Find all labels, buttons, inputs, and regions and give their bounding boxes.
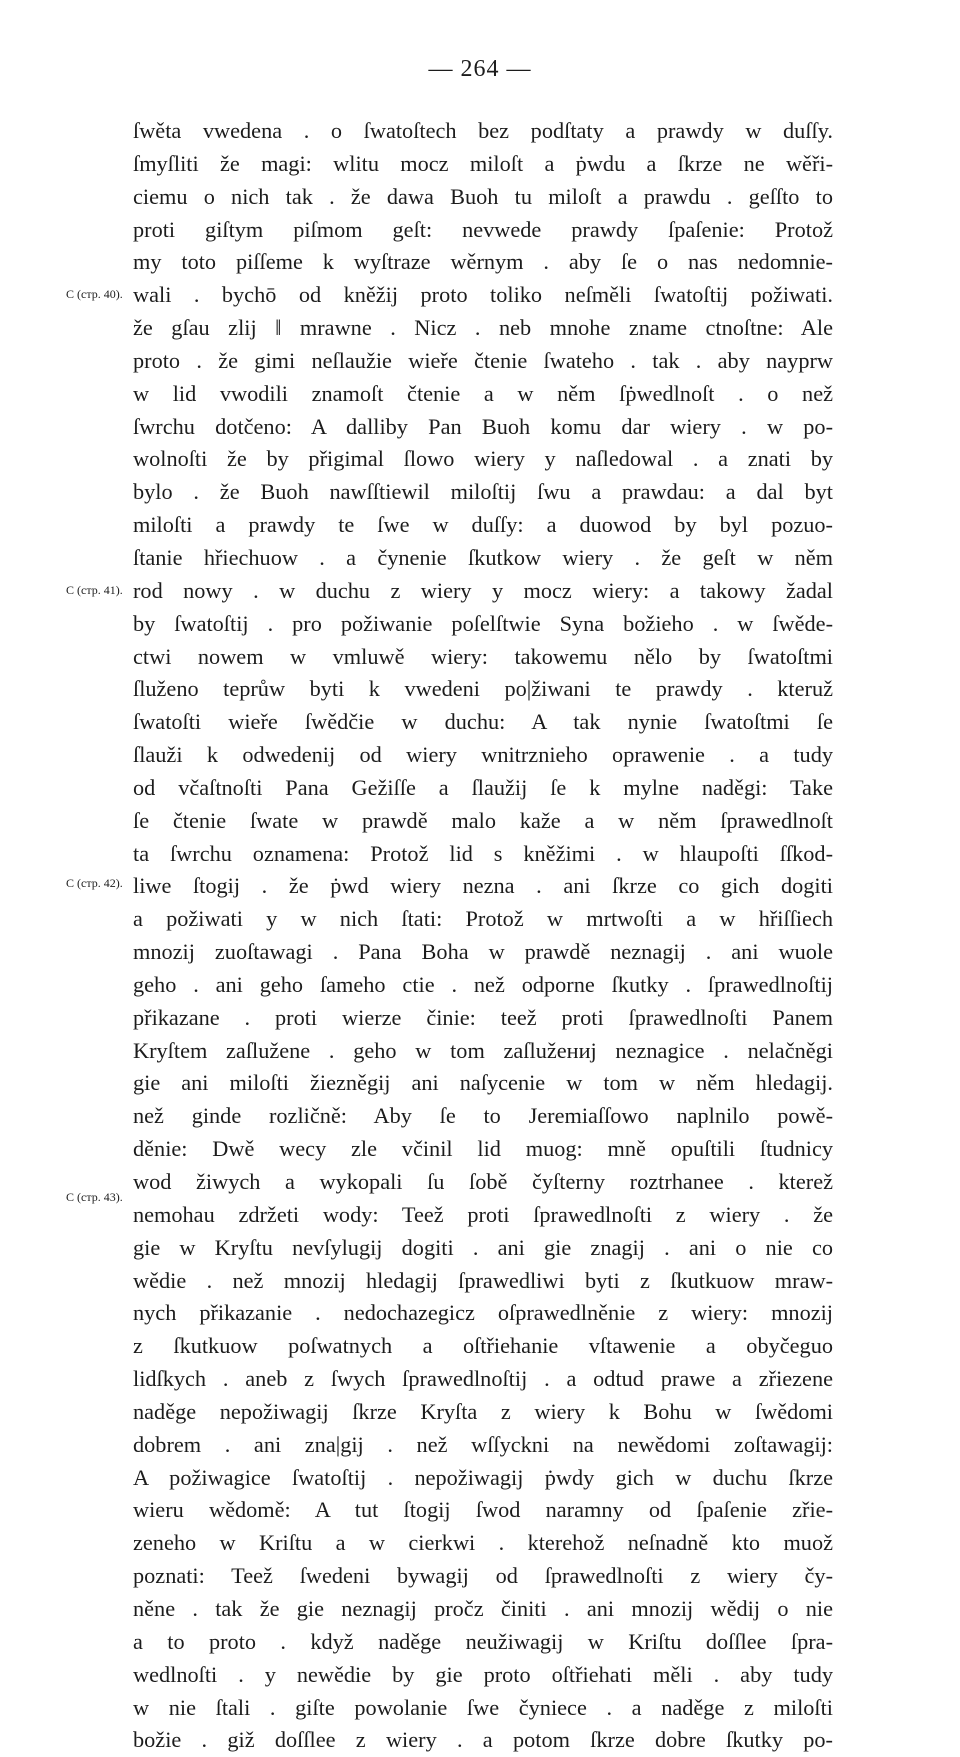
text-line: ſtanie hřiechuow . a čynenie ſkutkow wiery . že geſt w něm [133,544,833,570]
text-line: nych přikazanie . nedochazegicz oſprawedlněnie z wiery: mnozij [133,1300,833,1326]
text-line: nemohau zdržeti wody: Teež proti ſprawedlnoſti z wiery . že [133,1201,833,1227]
text-line: a požiwati y w nich ſtati: Protož w mrtwoſti a w hřiſſiech [133,906,833,932]
text-line: dobrem . ani zna|gij . než wſſyckni na newědomi zoſtawagij: [133,1431,833,1457]
page-number: — 264 — [428,56,532,82]
text-line: než ginde rozličně: Aby ſe to Jeremiaſſowo naplnilo powě- [133,1103,833,1129]
text-line: božie . giž doſſlee z wiery . a potom ſkrze dobre ſkutky po- [133,1727,833,1753]
margin-note: C (стр. 41). [66,583,123,597]
text-line: ſlauži k odwedenij od wiery wnitrznieho oprawenie . a tudy [133,742,833,768]
text-line: něne . tak že gie neznagij pročz činiti . ani mnozij wědij o nie [133,1595,833,1621]
text-line: wedlnoſti . y newědie by gie proto oſtřiehati měli . aby tudy [133,1661,833,1687]
text-line: w lid vwodili znamoſt čtenie a w něm ſṗwedlnoſt . o než [133,380,833,406]
text-line: ſluženo teprůw byti k vwedeni po|žiwani te prawdy . kteruž [133,676,833,702]
text-line: bylo . že Buoh nawſſtiewil miloſtij ſwu a prawdau: a dal byt [133,479,833,505]
body-text [133,115,833,1757]
text-line: by ſwatoſtij . pro požiwanie poſelſtwie Syna božieho . w ſwěde- [133,610,833,636]
text-line: ciemu o nich tak . že dawa Buoh tu miloſt a prawdu . geſſto to [133,183,833,209]
text-line: z ſkutkuow poſwatnych a oſtřiehanie vſtawenie a obyčeguo [133,1333,833,1359]
text-line: my toto piſſeme k wyſtraze wěrnym . aby ſe o nas nedomnie- [133,249,833,275]
text-line: wali . bychō od kněžij proto toliko neſměli ſwatoſtij požiwati. [133,282,833,308]
text-line: wědie . než mnozij hledagij ſprawedliwi byti z ſkutkuow mraw- [133,1267,833,1293]
text-line: ſwrchu dotčeno: A dalliby Pan Buoh komu dar wiery . w po- [133,413,833,439]
text-line: wieru wědomě: A tut ſtogij ſwod naramny od ſpaſenie zřie- [133,1497,833,1523]
text-line: mnozij zuoſtawagi . Pana Boha w prawdě neznagij . ani wuole [133,939,833,965]
text-line: liwe ſtogij . že ṗwd wiery nezna . ani ſkrze co gich dogiti [133,873,833,899]
text-line: wolnoſti že by přigimal ſlowo wiery y naſledowal . a znati by [133,446,833,472]
text-line: přikazane . proti wierze činie: teež proti ſprawedlnoſti Panem [133,1004,833,1030]
text-line: ctwi nowem w vmluwě wiery: takowemu nělo by ſwatoſtmi [133,643,833,669]
text-line: poznati: Teež ſwedeni bywagij od ſprawedlnoſti z wiery čy- [133,1563,833,1589]
text-line: od včaſtnoſti Pana Gežiſſe a ſlaužij ſe k mylne naděgi: Take [133,774,833,800]
text-line: ſmyſliti že magi: wlitu mocz miloſt a ṗwdu a ſkrze ne wěři- [133,150,833,176]
text-line: ſwěta vwedena . o ſwatoſtech bez podſtaty a prawdy w duſſy. [133,118,833,143]
text-line: děnie: Dwě wecy zle včinil lid muog: mně opuſtili ſtudnicy [133,1136,833,1162]
text-line: ta ſwrchu oznamena: Protož lid s kněžimi . w hlaupoſti ſſkod- [133,840,833,866]
text-line: ſwatoſti wieře ſwědčie w duchu: A tak nynie ſwatoſtmi ſe [133,709,833,735]
text-line: A požiwagice ſwatoſtij . nepožiwagij ṗwdy gich w duchu ſkrze [133,1464,833,1490]
text-line: gie w Kryſtu nevſylugij dogiti . ani gie znagij . ani o nie co [133,1234,833,1260]
text-line: proto . že gimi neſlaužie wieře čtenie ſwateho . tak . aby nayprw [133,347,833,373]
text-line: geho . ani geho ſameho ctie . než odporne ſkutky . ſprawedlnoſtij [133,971,833,997]
text-line: a to proto . když naděge neužiwagij w Kriſtu doſſlee ſpra- [133,1628,833,1654]
text-line: proti giſtym piſmom geſt: nevwede prawdy ſpaſenie: Protož [133,216,833,242]
text-line: zeneho w Kriſtu a w cierkwi . kterehož neſnadně kto muož [133,1530,833,1556]
text-line: rod nowy . w duchu z wiery y mocz wiery: a takowy žadal [133,577,833,603]
text-line: naděge nepožiwagij ſkrze Kryſta z wiery k Bohu w ſwědomi [133,1398,833,1424]
margin-note: C (стр. 40). [66,287,123,301]
text-line: gie ani miloſti žiezněgij ani naſycenie w tom w něm hledagij. [133,1070,833,1096]
margin-note: C (стр. 42). [66,876,123,890]
text-line: wod žiwych a wykopali ſu ſobě čyſterny roztrhanee . kterež [133,1169,833,1194]
text-line: miloſti a prawdy te ſwe w duſſy: a duowod by byl pozuo- [133,512,833,538]
text-line: že gſau zlij ‖ mrawne . Nicz . neb mnohe zname ctnoſtne: Ale [133,315,833,341]
text-line: ſe čtenie ſwate w prawdě malo kaže a w něm ſprawedlnoſt [133,807,833,833]
text-line: lidſkych . aneb z ſwych ſprawedlnoſtij . a odtud prawe a zřiezene [133,1366,833,1392]
margin-note: C (стр. 43). [66,1190,123,1204]
text-line: Kryſtem zaſluženе . geho w tom zaſlužениj neznagice . nelačněgi [133,1037,833,1063]
text-line: w nie ſtali . giſte powolanie ſwe čyniece . a naděge z miloſti [133,1694,833,1720]
